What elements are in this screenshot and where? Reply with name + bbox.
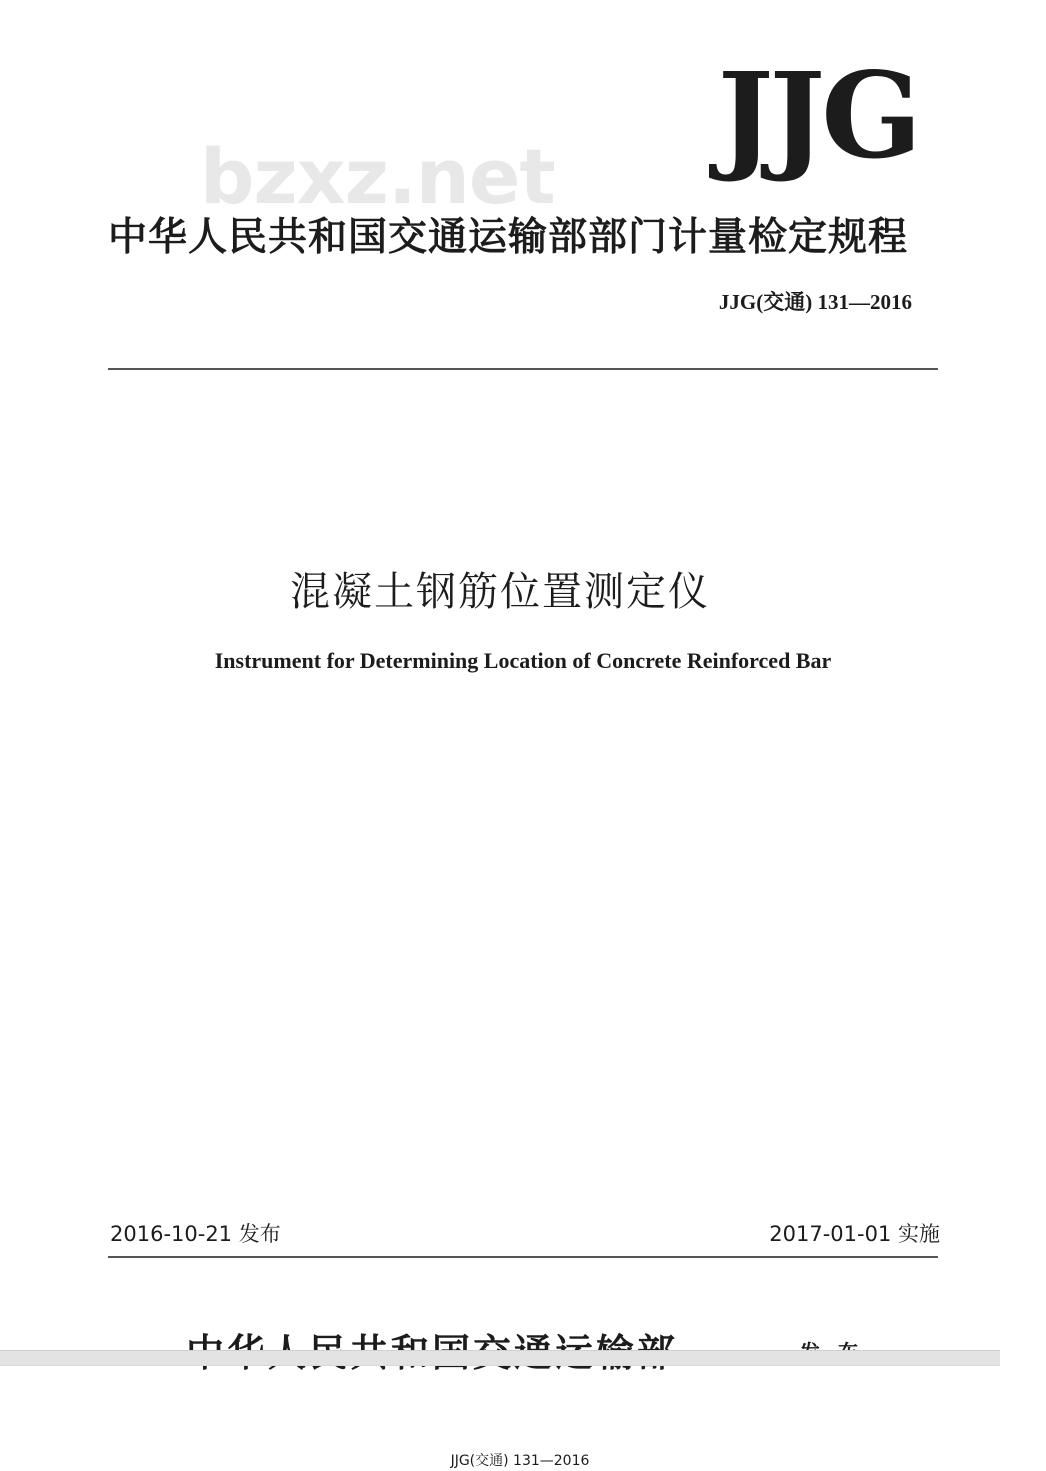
bottom-divider [108, 1256, 938, 1258]
implementation-date: 2017-01-01 实施 [769, 1222, 940, 1246]
standard-series-title: 中华人民共和国交通运输部部门计量检定规程 [108, 215, 909, 260]
watermark: bzxz.net [200, 132, 555, 221]
page-separator [0, 1350, 1000, 1366]
document-title-chinese: 混凝土钢筋位置测定仪 [290, 569, 710, 615]
publisher-block [0, 1300, 1000, 1352]
top-divider [108, 368, 938, 370]
issue-date: 2016-10-21 发布 [110, 1222, 281, 1246]
standard-code: JJG(交通) 131—2016 [718, 290, 912, 314]
footer-standard-code: JJG(交通) 131—2016 [450, 1453, 590, 1469]
jjg-logo: JJG [717, 46, 918, 185]
document-title-english: Instrument for Determining Location of Concrete Reinforced Bar [214, 648, 832, 673]
